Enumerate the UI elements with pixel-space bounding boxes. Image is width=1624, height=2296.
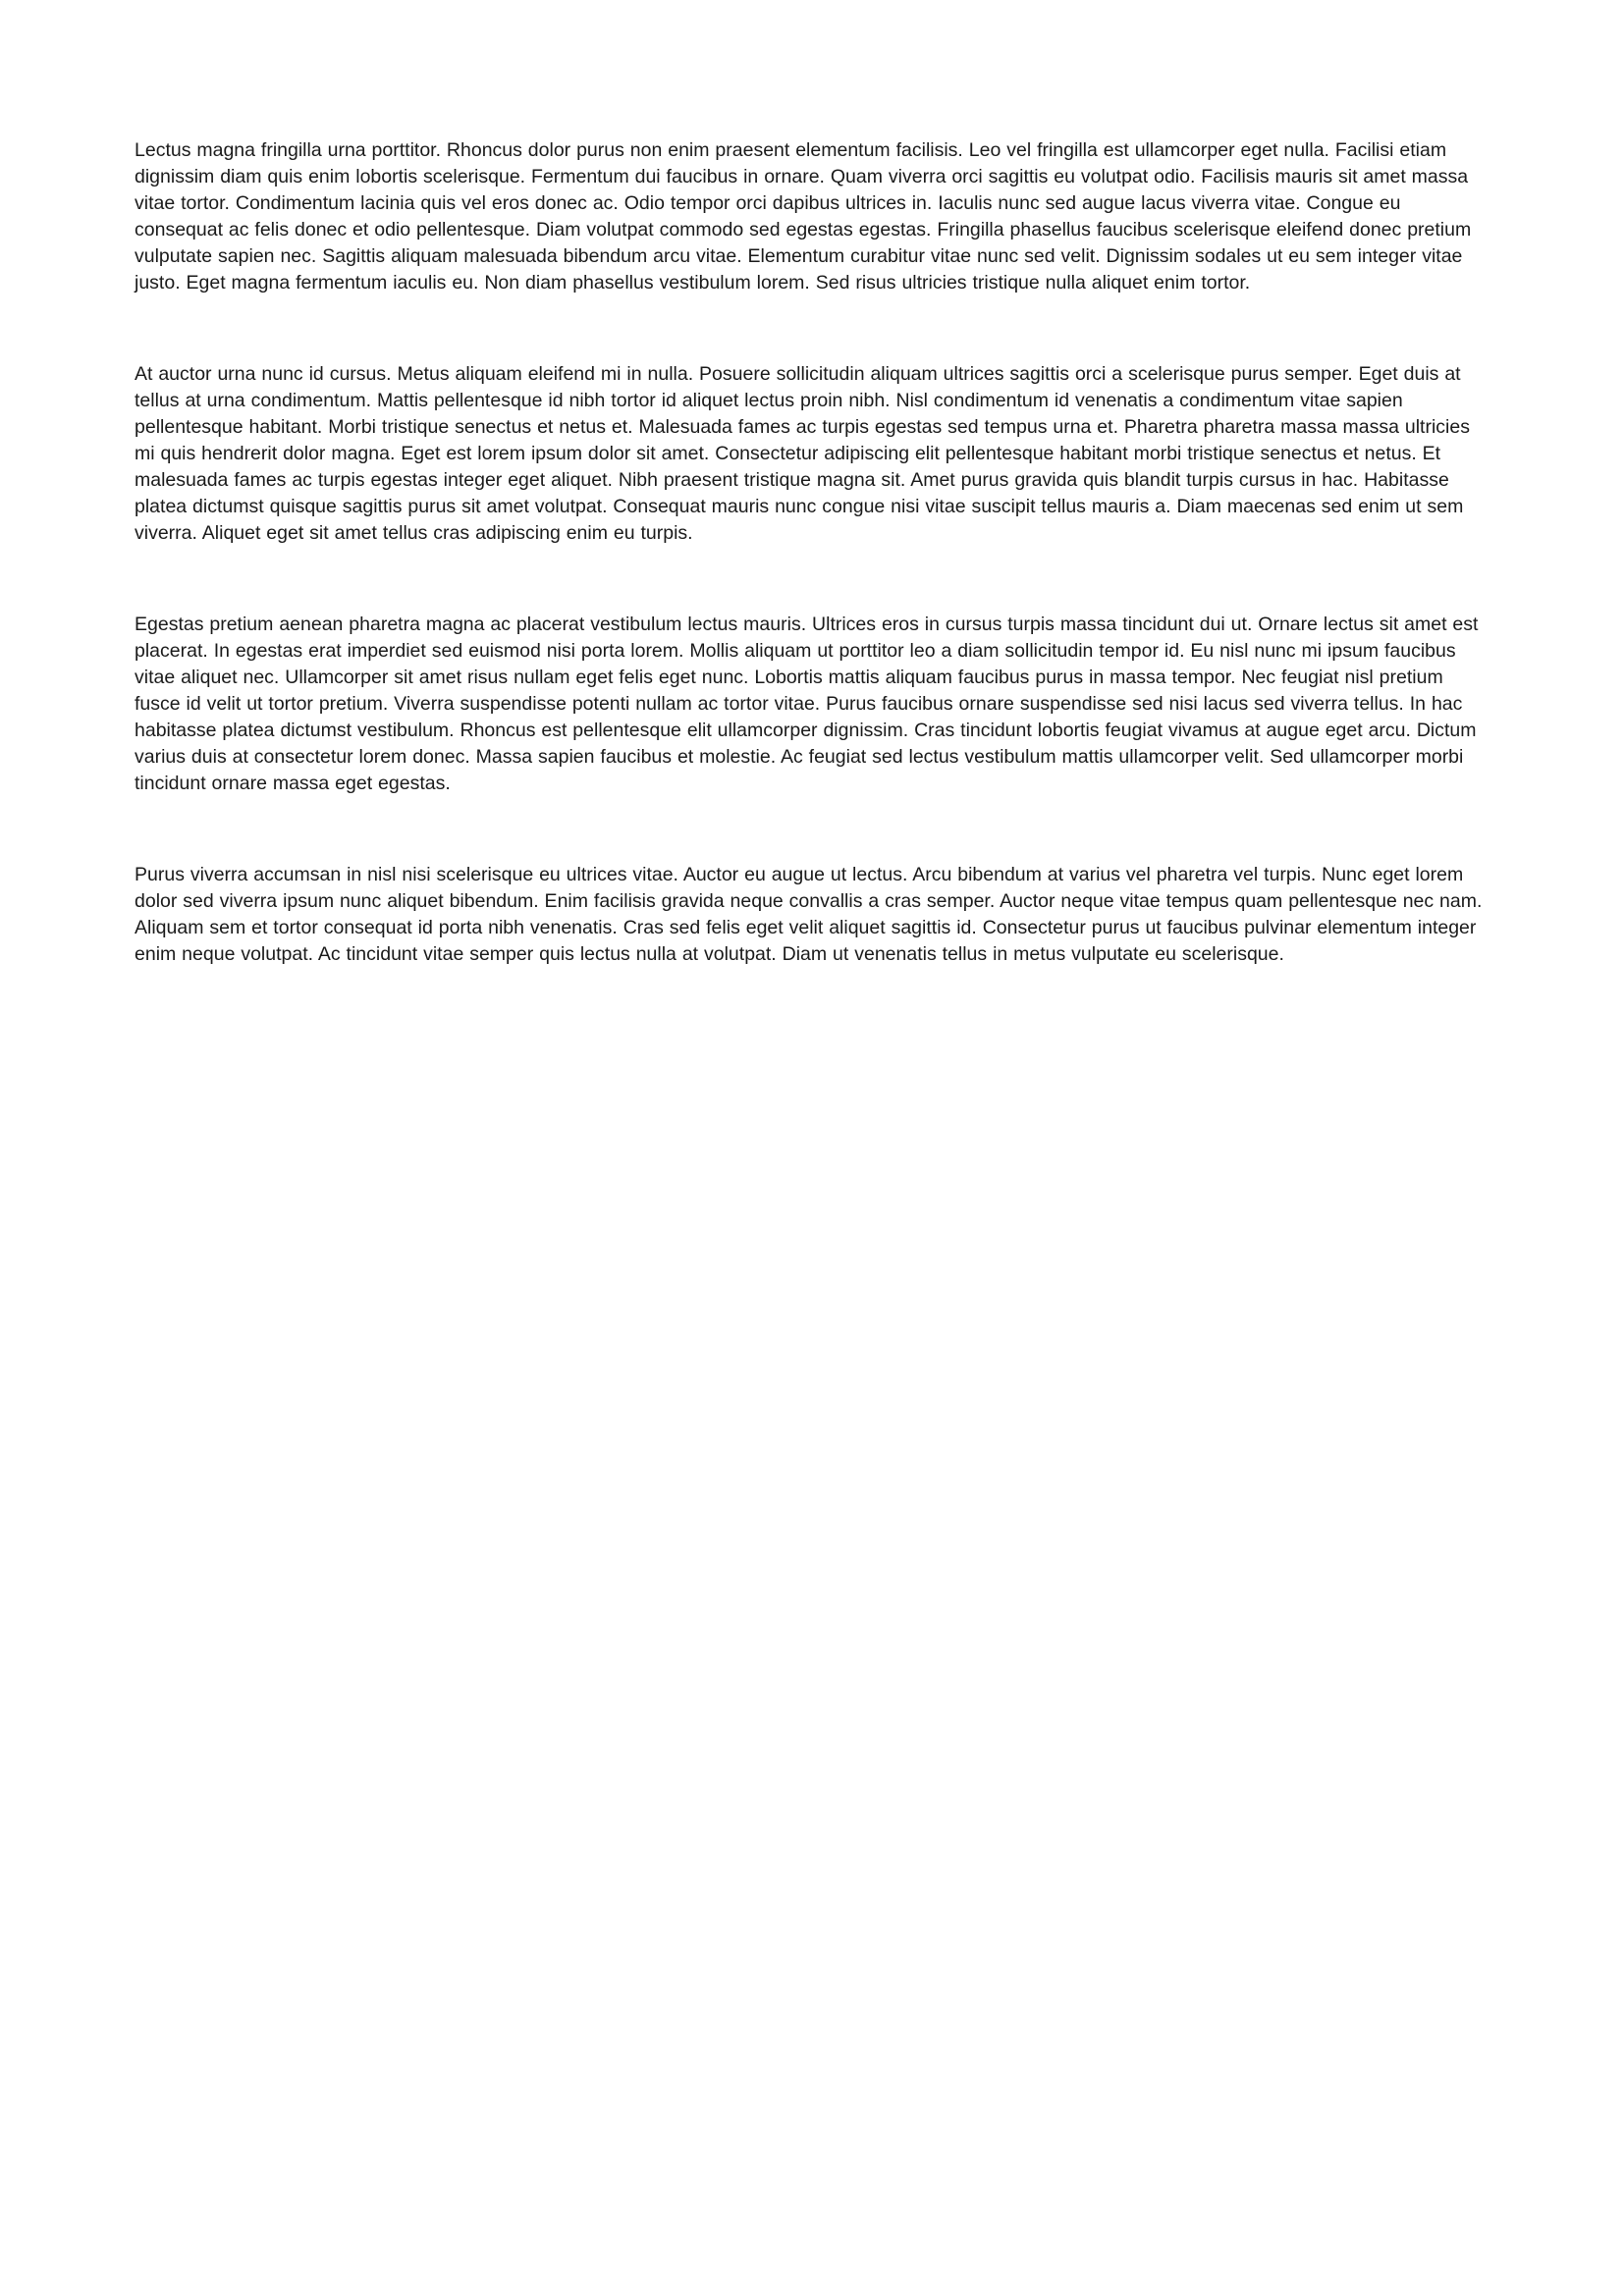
document-text-body bbox=[135, 137, 1488, 968]
paragraph-2: At auctor urna nunc id cursus. Metus aliquam eleifend mi in nulla. Posuere sollicitudin aliquam ultrices sagittis orci a scelerisque purus semper. Eget duis at tellus at urna condimentum. Mattis pellentesque id nibh tortor id aliquet lectus proin nibh. Nisl condimentum id venenatis a condimentum vitae sapien pellentesque habitant. Morbi tristique senectus et netus et. Malesuada fames ac turpis egestas sed tempus urna et. Pharetra pharetra massa massa ultricies mi quis hendrerit dolor magna. Eget est lorem ipsum dolor sit amet. Consectetur adipiscing elit pellentesque habitant morbi tristique senectus et netus. Et malesuada fames ac turpis egestas integer eget aliquet. Nibh praesent tristique magna sit. Amet purus gravida quis blandit turpis cursus in hac. Habitasse platea dictumst quisque sagittis purus sit amet volutpat. Consequat mauris nunc congue nisi vitae suscipit tellus mauris a. Diam maecenas sed enim ut sem viverra. Aliquet eget sit amet tellus cras adipiscing enim eu turpis. bbox=[135, 363, 1470, 544]
paragraph-1: Lectus magna fringilla urna porttitor. Rhoncus dolor purus non enim praesent elementum facilisis. Leo vel fringilla est ullamcorper eget nulla. Facilisi etiam dignissim diam quis enim lobortis scelerisque. Fermentum dui faucibus in ornare. Quam viverra orci sagittis eu volutpat odio. Facilisis mauris sit amet massa vitae tortor. Condimentum lacinia quis vel eros donec ac. Odio tempor orci dapibus ultrices in. Iaculis nunc sed augue lacus viverra vitae. Congue eu consequat ac felis donec et odio pellentesque. Diam volutpat commodo sed egestas egestas. Fringilla phasellus faucibus scelerisque eleifend donec pretium vulputate sapien nec. Sagittis aliquam malesuada bibendum arcu vitae. Elementum curabitur vitae nunc sed velit. Dignissim sodales ut eu sem integer vitae justo. Eget magna fermentum iaculis eu. Non diam phasellus vestibulum lorem. Sed risus ultricies tristique nulla aliquet enim tortor. bbox=[135, 139, 1472, 294]
paragraph-3: Egestas pretium aenean pharetra magna ac placerat vestibulum lectus mauris. Ultrices eros in cursus turpis massa tincidunt dui ut. Ornare lectus sit amet est placerat. In egestas erat imperdiet sed euismod nisi porta lorem. Mollis aliquam ut porttitor leo a diam sollicitudin tempor id. Eu nisl nunc mi ipsum faucibus vitae aliquet nec. Ullamcorper sit amet risus nullam eget felis eget nunc. Lobortis mattis aliquam faucibus purus in massa tempor. Nec feugiat nisl pretium fusce id velit ut tortor pretium. Viverra suspendisse potenti nullam ac tortor vitae. Purus faucibus ornare suspendisse sed nisi lacus sed viverra tellus. In hac habitasse platea dictumst vestibulum. Rhoncus est pellentesque elit ullamcorper dignissim. Cras tincidunt lobortis feugiat vivamus at augue eget arcu. Dictum varius duis at consectetur lorem donec. Massa sapien faucibus et molestie. Ac feugiat sed lectus vestibulum mattis ullamcorper velit. Sed ullamcorper morbi tincidunt ornare massa eget egestas. bbox=[135, 614, 1479, 794]
paragraph-4: Purus viverra accumsan in nisl nisi scelerisque eu ultrices vitae. Auctor eu augue ut lectus. Arcu bibendum at varius vel pharetra vel turpis. Nunc eget lorem dolor sed viverra ipsum nunc aliquet bibendum. Enim facilisis gravida neque convallis a cras semper. Auctor neque vitae tempus quam pellentesque nec nam. Aliquam sem et tortor consequat id porta nibh venenatis. Cras sed felis eget velit aliquet sagittis id. Consectetur purus ut faucibus pulvinar elementum integer enim neque volutpat. Ac tincidunt vitae semper quis lectus nulla at volutpat. Diam ut venenatis tellus in metus vulputate eu scelerisque. bbox=[135, 864, 1483, 965]
